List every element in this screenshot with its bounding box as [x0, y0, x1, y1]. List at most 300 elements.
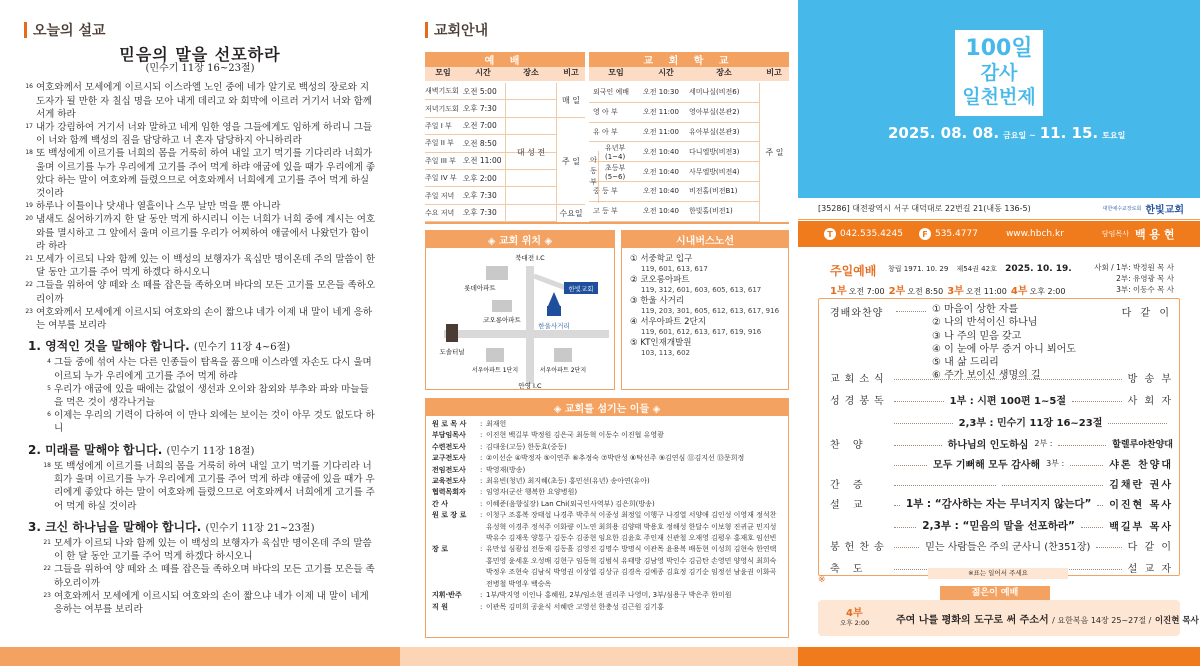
bus-stop: ④ 서우아파트 2단지 [630, 317, 706, 327]
order-meta [888, 264, 1072, 274]
school-row [589, 123, 759, 143]
church-icon-body [547, 306, 561, 316]
service-hour: 오전 11:00 [965, 287, 1007, 296]
col-header: 장소 [505, 67, 557, 81]
school-header: 교 회 학 교 [589, 52, 789, 67]
school-time: 오전 10:30 [643, 88, 679, 97]
servant-names: 임영자(군산 행복한 요양병원) [486, 488, 578, 497]
order-sub: 3부 : [1046, 458, 1065, 468]
order-date: 2025. 10. 19. [1005, 264, 1072, 274]
worship-note-wed: 수요일 [559, 209, 583, 218]
schedule-col-header [425, 67, 789, 82]
map-label-korong: 코오롱아파트 [483, 316, 521, 324]
youth-sermon [896, 611, 1199, 626]
cover-date-end-day: 토요일 [1102, 131, 1126, 140]
order-item: 하나님의 인도하심 [947, 439, 1029, 451]
school-row [589, 182, 759, 202]
service-hour: 오전 8:50 [907, 287, 944, 296]
servant-list [426, 416, 788, 616]
bus-box [621, 230, 789, 390]
bus-stop: ③ 한울 사거리 [630, 296, 685, 306]
tunnel-icon [446, 324, 458, 342]
verse-number: 17 [25, 123, 33, 131]
worship-time: 오전 5:00 [463, 86, 497, 96]
order-sub: 2부 : [1034, 438, 1053, 448]
dots [1011, 374, 1122, 380]
school-row [589, 142, 759, 162]
verse [24, 383, 376, 409]
servant-row [432, 442, 782, 453]
verse [24, 200, 376, 213]
school-place: 유아부실(본관3) [689, 127, 740, 136]
servant-names: 김대웅(고등) 한동효(중등) [486, 442, 567, 451]
korong-building [492, 300, 512, 312]
cover-title-line: 100일 [965, 36, 1033, 61]
sermon-body [24, 45, 376, 616]
cover-date-end: 11. 15. [1039, 124, 1099, 142]
map-label-seowoo2: 서우아파트 2단지 [539, 367, 587, 374]
order-right: 할렐루야찬양대 [1112, 439, 1173, 450]
praise-song: ⑥ 주가 보이신 생명의 길 [932, 370, 1041, 382]
order-item: 믿는 사람들은 주의 군사니 (찬351장) [925, 541, 1091, 553]
order-label: 성경봉독 [830, 395, 889, 407]
bus-stop: ② 코오롱아파트 [630, 275, 690, 285]
sermon-points [24, 340, 376, 616]
dots [894, 522, 916, 528]
service-hour: 오전 7:00 [848, 287, 885, 296]
title-bar [425, 22, 428, 38]
verse-text: 모세가 이르되 나와 함께 있는 이 백성의 보행자가 육십만 명이온데 주의 말씀이 한 달 동안 고기를 주어 먹게 하겠다 하시오니 [54, 537, 372, 563]
order-middle [894, 392, 1128, 407]
sermon-title: 믿음의 말을 선포하라 [119, 45, 281, 64]
school-name: 중 등 부 [593, 187, 618, 196]
servant-names: 이진현 백길부 박정원 김은국 최동혁 이동수 이진협 유영광 [486, 431, 664, 440]
verse [24, 356, 376, 382]
verse [24, 213, 376, 253]
order-right: 방 송 부 [1127, 373, 1173, 385]
verse-text: 여호와께서 모세에게 이르시되 여호와의 손이 짧으냐 네가 이제 내 말이 네게 응하는 여부를 보리라 [54, 590, 369, 615]
verse-text: 냄새도 싫어하기까지 한 달 동안 먹게 하시리니 이는 너희가 너희 중에 계시는 여호와를 멸시하고 그 앞에서 울며 이르기를 우리가 어찌하여 애굽에서 나왔던가 함이라 하라 [36, 214, 376, 252]
verse [24, 81, 376, 121]
col-header: 비고 [557, 67, 585, 81]
lotte-building [486, 266, 508, 280]
school-name: 초등부(5~6) [605, 163, 626, 181]
bus-lines: 103, 113, 602 [641, 349, 690, 357]
school-time: 오전 10:40 [643, 147, 679, 156]
verse [24, 563, 376, 589]
verse-text: 여호와께서 모세에게 이르시되 여호와의 손이 짧으냐 네가 이제 내 말이 네게 응하는 여부를 보리라 [36, 306, 373, 332]
dots [1096, 542, 1121, 548]
point-head: 1. 영적인 것을 말해야 합니다. [28, 339, 190, 354]
servant-role: 전임전도사 [432, 465, 466, 474]
fax-icon: F [919, 228, 931, 240]
cover-date-start: 2025. 08. 08. [888, 124, 1000, 142]
order-label: 축 도 [830, 563, 868, 575]
location-box [425, 230, 615, 390]
verse [24, 409, 376, 435]
verse-text: 모세가 이르되 나와 함께 있는 이 백성의 보행자가 육십만 명이온데 주의 말씀이 한 달 동안 고기를 주어 먹게 하겠다 하시오니 [36, 254, 376, 279]
servant-names: 최유빈(청년) 최지혜(초등) 홍민선(유년) 송아연(유아) [486, 477, 650, 486]
order-middle [894, 414, 1173, 429]
servant-row [432, 602, 782, 613]
contact-bar [798, 221, 1200, 247]
order-right: 설 교 자 [1127, 563, 1173, 575]
hosts [1092, 262, 1174, 295]
verse-text: 또 백성에게 이르기를 너희의 몸을 거룩히 하여 내일 고기 먹기를 기다리라 너희가 울며 이르기를 누가 우리에게 고기를 주어 먹게 하랴 애굽에 있을 때가 우리에게 좋았다 하는 말이 여호와께 들렸으므로 여호와께서 너희에게 고기를 주어 먹게 하실 것이라 [54, 460, 375, 512]
servant-row [432, 510, 782, 544]
order-row [830, 366, 1173, 388]
servant-colon: : [480, 431, 483, 440]
verse [24, 253, 376, 279]
school-time: 오전 10:40 [643, 187, 679, 196]
servant-row [432, 476, 782, 487]
verse [24, 590, 376, 616]
point-heading [28, 521, 376, 535]
cover-title-line: 일천번제 [962, 86, 1036, 108]
servant-role: 간 사 [432, 499, 448, 508]
map-label-crossroad: 한울사거리 [538, 322, 570, 330]
school-row [589, 83, 759, 103]
service-part: 3부 [947, 286, 964, 297]
school-time: 오전 10:40 [643, 207, 679, 216]
church-map [426, 248, 614, 390]
point-ref: (민수기 11장 18절) [166, 445, 255, 457]
church-icon [548, 292, 560, 306]
order-row [830, 432, 1173, 454]
servant-role: 협력목회자 [432, 488, 466, 497]
dots [1002, 480, 1104, 486]
schedule-group-header [425, 52, 789, 67]
dots [1108, 418, 1167, 424]
servant-colon: : [480, 545, 483, 554]
order-item: 1부 : 시편 100편 1~5절 [949, 395, 1067, 407]
verse-text: 그들을 위하여 양 떼와 소 떼를 잡은들 족하오며 바다의 모든 고기를 모은들 족하오리이까 [36, 280, 376, 305]
dots [1081, 522, 1103, 528]
order-row [830, 514, 1173, 536]
verse-number: 18 [25, 149, 33, 157]
school-place: 세미나실(비전6) [689, 88, 740, 97]
col-header: 시간 [643, 67, 689, 81]
point-ref: (민수기 11장 4~6절) [193, 342, 291, 354]
sermon-section-title [24, 20, 106, 40]
verse-text: 또 백성에게 이르기를 너희의 몸을 거룩히 하여 내일 고기 먹기를 기다리라 너희가 울며 이르기를 누가 우리에게 고기를 주어 먹게 하랴 애굽에 있을 때가 우리에게 좋았다 하는 말이 여호와께 들렸으므로 여호와께서 너희에게 고기를 주어 먹게 하실 것이라 [36, 148, 376, 200]
servant-colon: : [480, 477, 483, 486]
worship-name: 주일 III 부 [425, 156, 456, 165]
order-item: 2,3부 : 민수기 11장 16~23절 [958, 417, 1103, 429]
verse-text: 내가 강림하여 거기서 너와 말하고 네게 임한 영을 그들에게도 임하게 하리니 그들이 너와 함께 백성의 짐을 담당하고 너 혼자 담당하지 아니하리라 [36, 122, 373, 147]
title-bar [24, 22, 27, 38]
servant-row [432, 430, 782, 441]
dots [1058, 440, 1106, 446]
seowoo1-building [486, 348, 504, 362]
verse [24, 537, 376, 563]
order-row [830, 388, 1173, 410]
youth-sermon-title: 주여 나를 평화의 도구로 써 주소서 [896, 615, 1049, 626]
worship-time: 오후 2:00 [463, 173, 497, 183]
order-label: 찬 양 [830, 439, 868, 451]
service-times [830, 282, 1065, 297]
worship-time: 오후 7:30 [463, 191, 497, 201]
verse-number: 22 [43, 565, 51, 573]
verse [24, 279, 376, 305]
verse-number: 6 [47, 411, 51, 419]
order-right: 사 회 자 [1127, 395, 1173, 407]
cover-date-start-day: 금요일 ~ [1003, 131, 1036, 140]
servant-row [432, 590, 782, 601]
service-part: 1부 [830, 286, 847, 297]
order-right: 샤론 찬양대 [1109, 459, 1173, 471]
servant-names: 이혜준(음향실장) Lan Chi(외국인사역부) 김은희(방송) [486, 499, 655, 508]
order-row [830, 492, 1173, 514]
verse-number: 23 [25, 307, 33, 315]
map-label-church: 한빛교회 [568, 285, 594, 293]
dots [894, 542, 919, 548]
worship-notes [557, 83, 585, 222]
service-time [1011, 282, 1066, 297]
service-hour: 오후 2:00 [1029, 287, 1066, 296]
praise-song: ④ 이 눈에 아무 증거 아니 뵈어도 [932, 343, 1076, 355]
worship-name: 주일 저녁 [425, 191, 455, 200]
bottom-strip-mid [400, 647, 798, 666]
service-time [830, 282, 885, 297]
worship-time: 오전 11:00 [463, 156, 502, 166]
location-title: ◈ 교회 위치 ◈ [426, 231, 614, 248]
school-row [589, 202, 759, 222]
map-label-lotte: 롯데아파트 [464, 284, 496, 292]
order-label: 교회소식 [830, 373, 889, 385]
dots [1097, 500, 1103, 506]
verse-number: 23 [43, 591, 51, 599]
verse-number: 18 [43, 461, 51, 469]
worship-name: 저녁기도회 [425, 104, 459, 113]
bottom-strip-left [0, 647, 400, 666]
pastor-name: 백 용 현 [1134, 228, 1175, 241]
address-bar [798, 198, 1200, 220]
worship-name: 주일 II 부 [425, 139, 454, 148]
verse-number: 16 [25, 83, 33, 91]
phone-icon: T [824, 228, 836, 240]
bus-list [622, 248, 788, 365]
stand-note: ※표는 일어서 주세요 [928, 568, 1068, 579]
service-time [889, 282, 944, 297]
school-rows [589, 83, 759, 222]
servant-role: 교구전도사 [432, 454, 466, 463]
verse-text: 그들 중에 섞여 사는 다른 인종들이 탐욕을 품으매 이스라엘 자손도 다시 울며 이르되 누가 우리에게 고기를 주어 먹게 하랴 [54, 357, 372, 382]
schedule-table-wrap [425, 52, 789, 224]
dots [894, 460, 927, 466]
school-name: 고 등 부 [593, 207, 618, 216]
col-header: 시간 [461, 67, 505, 81]
worship-note-daily: 매 일 [557, 83, 585, 118]
servant-role: 직 원 [432, 602, 448, 611]
servant-colon: : [480, 511, 483, 520]
school-place: 영아부실(본관2) [689, 108, 740, 117]
map-road-branch [534, 276, 566, 288]
servants-title: ◈ 교회를 섬기는 이들 ◈ [426, 399, 788, 416]
praise-by: 다 같 이 [1121, 308, 1172, 319]
servant-names: ②이선순 ④박정자 ⑤이연주 ⑥추정숙 ⑦박란성 ⑧탁선주 ⑨김연심 ⑪김지선 ⑬문희정 [486, 454, 745, 463]
dots [894, 396, 944, 402]
order-middle [894, 496, 1109, 511]
school-place: 사무엘방(비전4) [689, 167, 740, 176]
youth-part: 4부 [846, 608, 863, 619]
school-name: 외국인 예배 [593, 88, 630, 97]
host-line: 3부: 이동수 목 사 [1116, 285, 1174, 294]
servant-row [432, 544, 782, 590]
servant-names: 이관목 김미희 공윤식 서혜란 고영선 한충성 김근원 김기홍 [486, 602, 664, 611]
servant-colon: : [480, 442, 483, 451]
praise-song: ③ 나 주의 믿음 갖고 [932, 330, 1022, 342]
fax: 535.4777 [934, 229, 978, 239]
servant-role: 부담임목사 [432, 431, 466, 440]
order-row [830, 534, 1173, 556]
servant-colon: : [480, 591, 483, 600]
info-section-title [425, 20, 488, 40]
dots [894, 374, 1005, 380]
order-label: 간 증 [830, 479, 868, 491]
school-row [589, 103, 759, 123]
servant-colon: : [480, 499, 483, 508]
worship-name: 새벽기도회 [425, 87, 459, 96]
youth-preacher: 이진현 목사 [1154, 616, 1199, 626]
dots [896, 304, 926, 312]
scripture-verses [24, 81, 376, 332]
servant-role: 수련전도사 [432, 442, 466, 451]
verse-number: 5 [47, 384, 51, 392]
order-middle [894, 456, 1109, 471]
servant-colon: : [480, 454, 483, 463]
cover-title-box [955, 30, 1043, 116]
servants-box [425, 398, 789, 638]
point-head: 2. 미래를 말해야 합니다. [28, 442, 163, 457]
servant-row [432, 453, 782, 464]
verse-number: 22 [25, 281, 33, 289]
col-header: 장소 [689, 67, 759, 81]
worship-time: 오전 7:00 [463, 121, 497, 131]
bus-title: 시내버스노선 [622, 231, 788, 248]
verse-number: 21 [25, 255, 33, 263]
servant-names: 1부/박지영 이인나 홍혜원, 2부/임소현 권리주 나영미, 3부/심용구 박은주 한미원 [486, 591, 732, 600]
youth-box [818, 600, 1199, 636]
dots [894, 418, 953, 424]
order-right: 다 같 이 [1127, 541, 1173, 553]
point-head: 3. 크신 하나님을 말해야 합니다. [28, 519, 202, 534]
order-row [830, 472, 1173, 494]
star-mark: ※ [818, 575, 826, 585]
bottom-strip-right [798, 647, 1200, 666]
bus-stop: ⑤ KT인재개발원 [630, 338, 692, 348]
order-middle [894, 538, 1128, 553]
bus-lines: 119, 601, 613, 617 [641, 265, 708, 273]
school-side-label: 아 동 부 [589, 151, 599, 203]
service-part: 4부 [1010, 286, 1028, 297]
order-label: 설 교 [830, 499, 868, 511]
dots [894, 480, 996, 486]
verse-text: 여호와께서 모세에게 이르시되 이스라엘 노인 중에 네가 알기로 백성의 장로와 지도자가 될 만한 자 칠십 명을 모아 내게 데리고 와 회막에 이르러 거기서 너와 함께 서게 하라 [36, 82, 372, 120]
worship-header: 예 배 [425, 52, 585, 67]
youth-ref: / 요한복음 14장 25~27절 / [1052, 616, 1152, 625]
praise-song: ⑤ 내 삶 드리리 [932, 357, 999, 369]
bus-stop: ① 서중학교 입구 [630, 254, 693, 264]
order-item: 모두 기뻐해 모두 감사해 [933, 459, 1041, 471]
servant-names: 박영재(방송) [486, 465, 526, 474]
map-label-north: 북대전 I.C [515, 254, 545, 262]
verse [24, 306, 376, 332]
map-label-tunnel: 도솔터널 [439, 348, 465, 356]
servant-role: 교육전도사 [432, 477, 466, 486]
praise-song: ① 마음이 상한 자를 [932, 304, 1019, 315]
school-name: 영 아 부 [593, 108, 618, 117]
founded: 창립 1971. 10. 29 [888, 265, 949, 273]
school-row [589, 162, 759, 182]
servant-row [432, 419, 782, 430]
worship-place: 대 성 전 [505, 83, 557, 222]
worship-time: 오후 7:30 [463, 104, 497, 114]
phone: 042.535.4245 [840, 229, 903, 239]
order-row [830, 452, 1173, 474]
school-place: 다니엘방(비전3) [689, 147, 740, 156]
school-time: 오전 11:00 [643, 127, 679, 136]
dots [894, 440, 942, 446]
cover-title-line: 감사 [980, 62, 1018, 84]
col-header: 모임 [425, 67, 461, 81]
school-place: 비전홀(비전B1) [689, 187, 738, 196]
servant-names: 이청구 조홍복 장태섭 나경주 박주석 이종성 최정일 이행구 나경열 서양애 김인성 이영재 정석찬 유성혁 이경주 정석주 이화량 이노연 최희용 김양태 박용호 정해성 한달수 이보형 진귀균 민지성 박유수 김재욱 양통구 김동수 김종현 임요한 김윤호 주인재 신관철 오재영 김평우 홍재호 임선빈 [486, 511, 777, 543]
verse-number: 21 [43, 538, 51, 546]
dots [1070, 460, 1103, 466]
order-middle [894, 480, 1109, 486]
praise-label: 경배와찬양 [830, 308, 884, 319]
service-time [947, 282, 1007, 297]
point-heading [28, 340, 376, 354]
school-time: 오전 10:40 [643, 167, 679, 176]
verse-text: 그들을 위하여 양 떼와 소 떼를 잡은들 족하오며 바다의 모든 고기를 모은들 족하오리이까 [54, 564, 375, 589]
youth-title: 젊은이 예배 [940, 586, 1050, 600]
order-right: 이진현 목사 [1109, 499, 1173, 511]
dots [894, 500, 900, 506]
verse [24, 121, 376, 147]
school-place: 한빛홀(비전1) [689, 207, 733, 216]
church-sub: 대한예수교장로회 [1102, 206, 1142, 212]
order-middle [894, 518, 1109, 533]
verse [24, 147, 376, 200]
verse-number: 4 [47, 358, 51, 366]
worship-time: 오후 7:30 [463, 208, 497, 218]
website: www.hbch.kr [1005, 229, 1064, 239]
worship-note-sunday: 주 일 [557, 118, 585, 205]
youth-time: 오후 2:00 [840, 619, 870, 627]
seowoo2-building [554, 348, 572, 362]
bus-lines: 119, 601, 612, 613, 617, 619, 916 [641, 328, 762, 336]
worship-time: 오전 8:50 [463, 138, 497, 148]
order-middle [894, 436, 1112, 451]
servant-colon: : [480, 602, 483, 611]
servant-role: 장 로 [432, 545, 448, 554]
verse-number: 20 [25, 215, 33, 223]
servant-row [432, 499, 782, 510]
school-name: 유 아 부 [593, 127, 618, 136]
verse-text: 하루나 이틀이나 닷새나 열흘이나 스무 날만 먹을 뿐 아니라 [36, 201, 281, 213]
host-line: 2부: 유영광 목 사 [1116, 274, 1174, 283]
volume: 제54권 42호 [956, 265, 997, 273]
worship-name: 주일 IV 부 [425, 174, 457, 183]
cover-dates [888, 124, 1128, 142]
servant-colon: : [480, 488, 483, 497]
bus-lines: 119, 203, 301, 605, 612, 613, 617, 916 [641, 307, 780, 315]
order-label: 봉헌찬송 [830, 541, 889, 553]
servant-row [432, 465, 782, 476]
map-label-south: 안영 I.C [518, 382, 542, 390]
